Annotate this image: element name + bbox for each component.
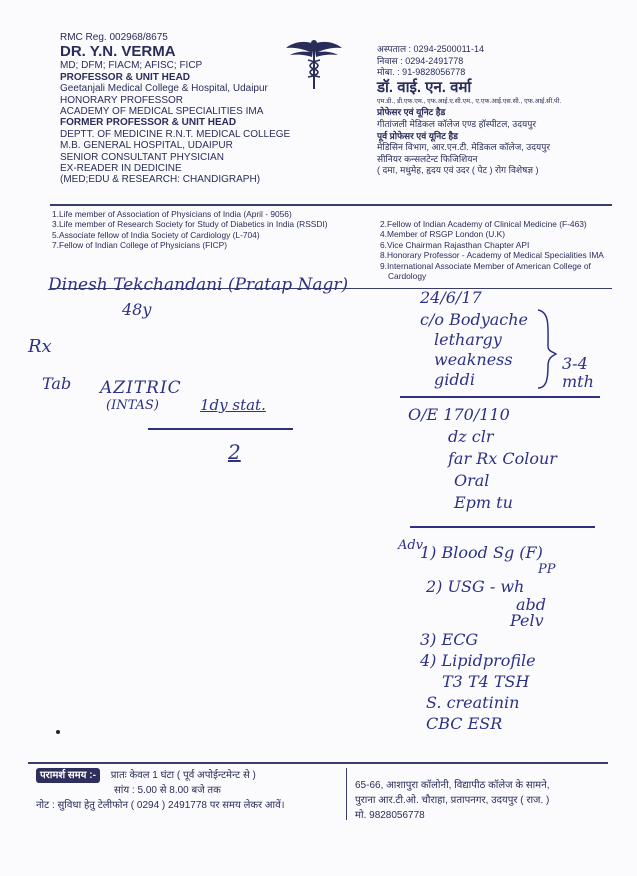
- membership-item: 1.Life member of Association of Physicians of India (April - 9056): [52, 209, 292, 219]
- test-item: CBC ESR: [426, 714, 503, 733]
- memberships-left: [52, 209, 328, 251]
- test-item: 2) USG - wh: [426, 577, 525, 596]
- doctor-details-hindi: [377, 44, 632, 177]
- degrees-hindi: एम.डी., डी.एफ.एम., एफ.आई.ए.सी.एम., ए.एफ.आई.एस.सी., एफ.आई.सी.पी.: [377, 97, 562, 105]
- clinic-address: [355, 778, 549, 823]
- patient-name: Dinesh Tekchandani (Pratap Nagr): [48, 275, 349, 295]
- reg-number: RMC Reg. 002968/8675: [60, 32, 168, 43]
- department: DEPTT. OF MEDICINE R.N.T. MEDICAL COLLEGE: [60, 128, 291, 140]
- academy-name: ACADEMY OF MEDICAL SPECIALITIES IMA: [60, 106, 264, 118]
- membership-item: 8.Honorary Professor - Academy of Medical Specialities IMA: [380, 250, 604, 261]
- drug-underline: [148, 428, 293, 430]
- morning-timing: प्रातः केवल 1 घंटा ( पूर्व अपोईन्टमेन्ट से ): [110, 770, 256, 781]
- complaint-duration: 3-4 mth: [562, 354, 594, 391]
- test-item: 4) Lipidprofile: [420, 651, 536, 670]
- hospital-phone: अस्पताल : 0294-2500011-14: [377, 44, 484, 54]
- complaints: [420, 310, 528, 390]
- drug-manufacturer: (INTAS): [106, 398, 159, 413]
- membership-item: 9.International Associate Member of American College of: [380, 260, 591, 271]
- membership-item: 2.Fellow of Indian Academy of Clinical Medicine (F-463): [380, 219, 587, 229]
- membership-item: 3.Life member of Research Society for Study of Diabetics in India (RSSDI): [52, 219, 328, 230]
- ink-dot: [56, 730, 60, 734]
- exam-item: O/E 170/110: [408, 405, 510, 424]
- exam-underline: [410, 526, 595, 528]
- test-item: PP: [538, 562, 556, 577]
- test-item: 1) Blood Sg (F): [420, 543, 543, 562]
- doctor-title: PROFESSOR & UNIT HEAD: [60, 71, 191, 83]
- reader-title: EX-READER IN DEDICINE: [60, 163, 182, 175]
- specialty-hindi: ( दमा, मधुमेह, हृदय एवं उदर ( पेट ) रोग विशेषज्ञ ): [377, 165, 539, 176]
- address-line: 65-66, आशापुरा कॉलोनी, विद्यापीठ कॉलेज के सामने,: [355, 780, 550, 791]
- membership-item: Cardology: [388, 271, 427, 282]
- tab-label: Tab: [42, 374, 72, 393]
- test-item: T3 T4 TSH: [442, 672, 530, 691]
- hospital-hindi: गीतांजली मेडिकल कॉलेज एण्ड हॉस्पीटल, उदयपुर: [377, 118, 537, 129]
- drug-dose: 1dy stat.: [200, 396, 266, 414]
- header-divider: [50, 204, 612, 206]
- examination-notes: [408, 404, 557, 514]
- investigations: [420, 542, 556, 734]
- membership-item: 7.Fellow of Indian College of Physicians (FICP): [52, 240, 228, 251]
- drug-name: AZITRIC: [100, 378, 182, 398]
- exam-item: far Rx Colour: [448, 449, 557, 468]
- rx-symbol: Rx: [28, 336, 52, 357]
- mobile-number: मोबा. : 91-9828056778: [377, 67, 466, 78]
- consultant-title: SENIOR CONSULTANT PHYSICIAN: [60, 151, 224, 163]
- membership-item: 6.Vice Chairman Rajasthan Chapter API: [380, 239, 530, 250]
- doctor-name-hindi: डॉ. वाई. एन. वर्मा: [377, 78, 472, 96]
- test-item: Pelv: [510, 611, 544, 630]
- doctor-degrees: MD; DFM; FIACM; AFISC; FICP: [60, 60, 203, 72]
- brace-mark: [536, 308, 558, 390]
- test-item: 3) ECG: [420, 630, 479, 649]
- test-item: abd: [516, 595, 547, 614]
- complaint-item: lethargy: [434, 330, 502, 349]
- title-hindi: प्रोफेसर एवं यूनिट हैड: [377, 107, 446, 118]
- exam-item: Oral: [454, 471, 490, 490]
- memberships-right: [380, 219, 604, 281]
- visit-date: 24/6/17: [420, 288, 482, 307]
- exam-item: Epm tu: [454, 493, 513, 512]
- honorary-title: HONORARY PROFESSOR: [60, 94, 183, 106]
- consultant-hindi: सीनियर कन्सलटेन्ट फिजिशियन: [377, 153, 478, 164]
- reader-dept: (MED;EDU & RESEARCH: CHANDIGRAPH): [60, 174, 261, 186]
- test-item: S. creatinin: [426, 693, 520, 712]
- membership-item: 5.Associate fellow of India Society of Cardiology (L-704): [52, 229, 260, 240]
- drug-quantity: 2: [228, 440, 241, 464]
- doctor-name: DR. Y.N. VERMA: [60, 43, 176, 61]
- hospital-name: Geetanjali Medical College & Hospital, Udaipur: [60, 83, 268, 95]
- complaint-item: weakness: [434, 350, 513, 369]
- footer-divider: [28, 762, 608, 764]
- clinic-mobile: मो. 9828056778: [355, 810, 425, 821]
- membership-item: 4.Member of RSGP London (U.K): [380, 229, 506, 240]
- home-phone: निवास : 0294-2491778: [377, 55, 464, 66]
- footer-separator: [346, 768, 347, 820]
- department-hindi: मेडिसिन विभाग, आर.एन.टी. मेडिकल कॉलेज, उदयपुर: [377, 142, 551, 153]
- evening-timing: सांय : 5.00 से 8.00 बजे तक: [114, 785, 221, 796]
- caduceus-icon: [285, 38, 343, 90]
- address-line: पुराना आर.टी.ओ. चौराहा, प्रतापनगर, उदयपुर ( राज. ): [355, 795, 550, 806]
- exam-item: dz clr: [448, 427, 494, 446]
- former-title-hindi: पूर्व प्रोफेसर एवं यूनिट हैड: [377, 130, 458, 141]
- patient-age: 48y: [122, 300, 152, 319]
- former-title: FORMER PROFESSOR & UNIT HEAD: [60, 117, 237, 129]
- advice-label: Adv: [398, 538, 424, 553]
- complaints-underline: [400, 396, 600, 398]
- hospital-name-2: M.B. GENERAL HOSPITAL, UDAIPUR: [60, 140, 233, 152]
- complaint-item: c/o Bodyache: [420, 310, 529, 329]
- complaint-item: giddi: [434, 370, 475, 389]
- consultation-timing: [36, 768, 285, 813]
- timing-label: परामर्श समय :-: [36, 768, 100, 783]
- appointment-note: नोट : सुविधा हेतु टेलीफोन ( 0294 ) 2491778 पर समय लेकर आवें।: [36, 800, 285, 811]
